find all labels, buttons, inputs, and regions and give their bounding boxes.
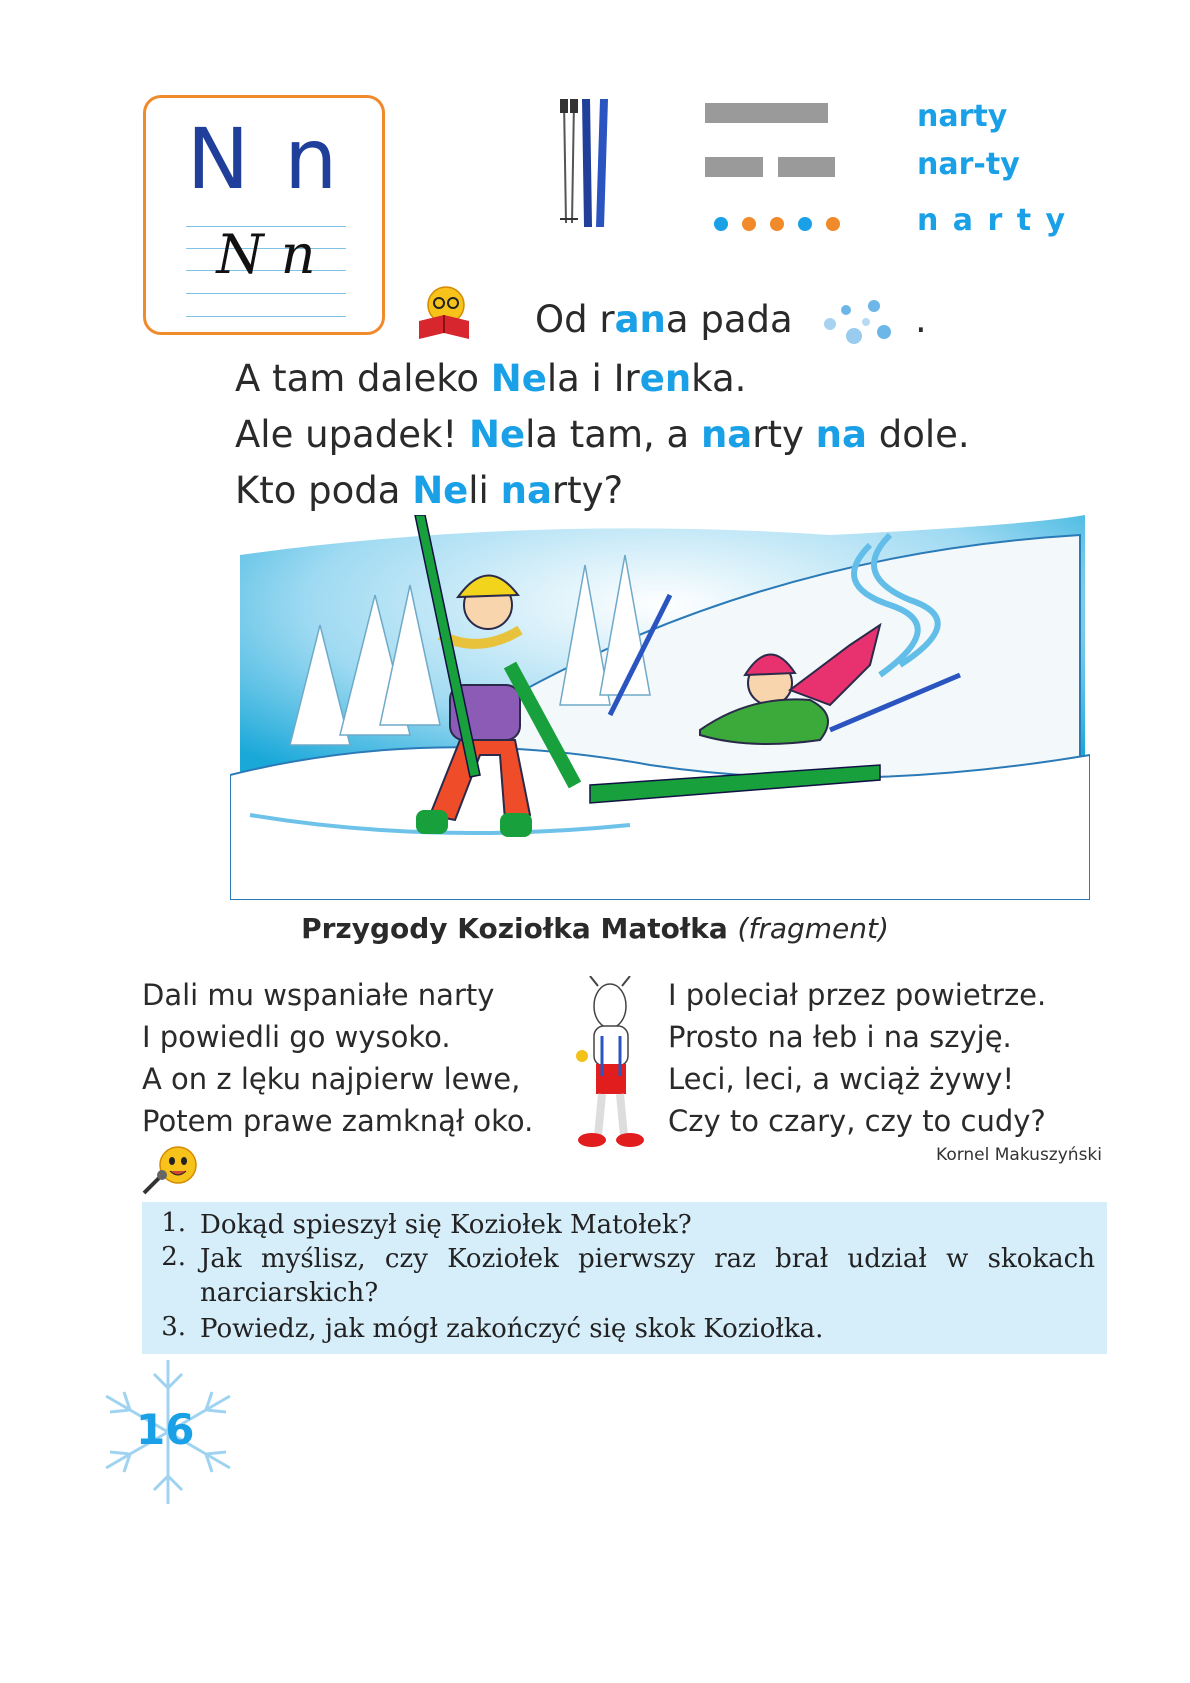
highlighted-syllable: na bbox=[500, 469, 552, 512]
sound-dot bbox=[798, 217, 812, 231]
poem-left-stanza bbox=[142, 974, 533, 1142]
poem-line: I powiedli go wysoko. bbox=[142, 1020, 451, 1054]
syllable-bar bbox=[705, 157, 763, 177]
reading-text-segment: la i Ir bbox=[546, 357, 640, 400]
question-number: 1. bbox=[161, 1208, 186, 1238]
sound-dot bbox=[714, 217, 728, 231]
poem-right-stanza bbox=[668, 974, 1046, 1142]
reading-text-segment: ka. bbox=[691, 357, 747, 400]
reading-text-segment: rty bbox=[752, 413, 816, 456]
winter-skiing-illustration bbox=[230, 515, 1090, 900]
syllable-bar bbox=[778, 157, 835, 177]
sound-dot bbox=[742, 217, 756, 231]
sound-dots bbox=[714, 217, 854, 233]
reading-line-2 bbox=[235, 357, 746, 400]
question-text: Powiedz, jak mógł zakończyć się skok Koziołka. bbox=[200, 1314, 824, 1344]
question-number: 3. bbox=[161, 1312, 186, 1342]
reading-line-4 bbox=[235, 469, 623, 512]
reading-text-segment: li bbox=[468, 469, 501, 512]
word-syllables: nar-ty bbox=[917, 147, 1020, 182]
reading-smiley-icon bbox=[411, 283, 477, 343]
question-text: Dokąd spieszył się Koziołek Matołek? bbox=[200, 1210, 692, 1240]
reading-text-segment: A tam daleko bbox=[235, 357, 491, 400]
snowflakes-icon bbox=[818, 296, 900, 352]
word-bar bbox=[705, 103, 828, 123]
poem-line: I poleciał przez powietrze. bbox=[668, 978, 1047, 1012]
poem-line: Dali mu wspaniałe narty bbox=[142, 978, 495, 1012]
highlighted-syllable: an bbox=[614, 298, 666, 341]
reading-text-segment: dole. bbox=[866, 413, 970, 456]
highlighted-syllable: na bbox=[700, 413, 753, 456]
reading-line-3 bbox=[235, 413, 970, 456]
skis-icon bbox=[552, 95, 622, 235]
reading-line-1-end: . bbox=[915, 298, 927, 341]
poem-subtitle: (fragment) bbox=[737, 912, 889, 945]
reading-text-segment: Od r bbox=[535, 298, 615, 341]
page-number: 16 bbox=[136, 1405, 195, 1454]
print-letters: N n bbox=[186, 110, 342, 208]
script-letters: N n bbox=[216, 223, 316, 286]
word-sounds: n a r t y bbox=[917, 203, 1068, 238]
letter-card bbox=[143, 95, 385, 335]
poem-line: Potem prawe zamknął oko. bbox=[142, 1104, 534, 1138]
questions-box bbox=[142, 1202, 1107, 1354]
reading-text-segment: Kto poda bbox=[235, 469, 413, 512]
reading-text-segment: a pada bbox=[665, 298, 793, 341]
speaking-smiley-icon bbox=[140, 1143, 202, 1195]
sound-dot bbox=[826, 217, 840, 231]
highlighted-syllable: na bbox=[815, 413, 867, 456]
poem-line: Czy to czary, czy to cudy? bbox=[668, 1104, 1046, 1138]
poem-title-text: Przygody Koziołka Matołka bbox=[301, 912, 728, 945]
reading-text-segment: la tam, a bbox=[525, 413, 701, 456]
poem-author: Kornel Makuszyński bbox=[936, 1145, 1102, 1165]
word-whole: narty bbox=[917, 99, 1008, 134]
question-number: 2. bbox=[161, 1242, 186, 1272]
question-text: Jak myślisz, czy Koziołek pierwszy raz brał udział w skokach narciarskich? bbox=[200, 1244, 1095, 1308]
writing-line bbox=[186, 316, 346, 317]
highlighted-syllable: en bbox=[639, 357, 692, 400]
highlighted-syllable: Ne bbox=[469, 413, 526, 456]
poem-line: Leci, leci, a wciąż żywy! bbox=[668, 1062, 1015, 1096]
reading-line-1 bbox=[535, 298, 793, 341]
goat-character-icon bbox=[568, 976, 654, 1151]
poem-title bbox=[0, 912, 1190, 945]
reading-text-segment: rty? bbox=[551, 469, 624, 512]
poem-line: Prosto na łeb i na szyję. bbox=[668, 1020, 1012, 1054]
highlighted-syllable: Ne bbox=[490, 357, 547, 400]
writing-line bbox=[186, 293, 346, 294]
highlighted-syllable: Ne bbox=[412, 469, 469, 512]
reading-text-segment: Ale upadek! bbox=[235, 413, 469, 456]
poem-line: A on z lęku najpierw lewe, bbox=[142, 1062, 521, 1096]
sound-dot bbox=[770, 217, 784, 231]
